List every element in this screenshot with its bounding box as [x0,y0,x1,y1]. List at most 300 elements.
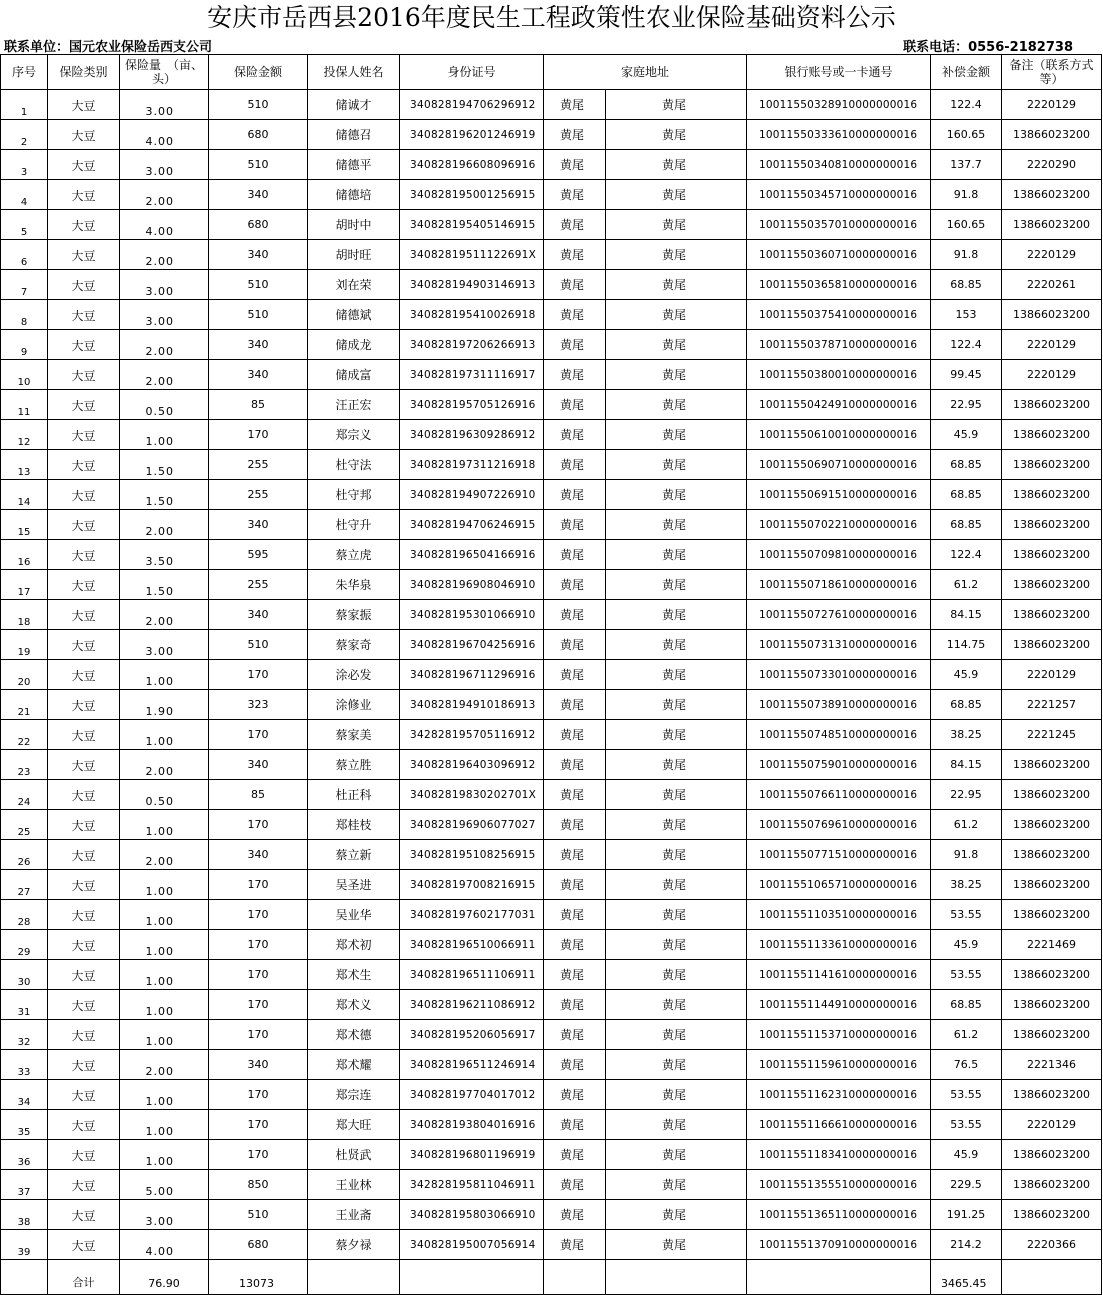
cell-bank-account: 10011550731310000000016 [747,630,931,660]
cell-compensation: 160.65 [931,210,1002,240]
cell-bank-account: 10011551153710000000016 [747,1020,931,1050]
cell-bank-account: 10011550718610000000016 [747,570,931,600]
cell-name: 储德斌 [308,300,400,330]
cell-compensation: 45.9 [931,660,1002,690]
header-seq: 序号 [1,55,48,90]
cell-qty: 5.00 [120,1170,209,1200]
table-row [1,180,1102,210]
cell-address-village: 黄尾 [544,750,606,780]
cell-id: 342828195811046911 [400,1170,544,1200]
cell-bank-account: 10011550766110000000016 [747,780,931,810]
cell-qty: 2.00 [120,750,209,780]
cell-compensation: 68.85 [931,510,1002,540]
cell-qty: 1.00 [120,930,209,960]
cell-type: 大豆 [48,360,120,390]
cell-compensation: 214.2 [931,1230,1002,1260]
cell-note: 13866023200 [1002,750,1102,780]
cell-name: 蔡家振 [308,600,400,630]
cell-qty: 1.00 [120,660,209,690]
cell-qty: 2.00 [120,360,209,390]
table-row [1,150,1102,180]
cell-compensation: 53.55 [931,960,1002,990]
cell-type: 大豆 [48,180,120,210]
cell-qty: 1.00 [120,960,209,990]
cell-note: 13866023200 [1002,990,1102,1020]
cell-address-group: 黄尾 [606,480,747,510]
insurance-table [0,54,1102,1295]
cell-seq: 15 [1,510,48,540]
cell-id: 340828194706246915 [400,510,544,540]
cell-bank-account: 10011551166610000000016 [747,1110,931,1140]
cell-seq: 5 [1,210,48,240]
cell-seq: 26 [1,840,48,870]
cell-bank-account: 10011550378710000000016 [747,330,931,360]
totals-empty-id [400,1260,544,1295]
cell-name: 郑宗连 [308,1080,400,1110]
cell-compensation: 99.45 [931,360,1002,390]
cell-id: 340828197704017012 [400,1080,544,1110]
cell-id: 340828196711296916 [400,660,544,690]
cell-name: 吴圣进 [308,870,400,900]
cell-bank-account: 10011550380010000000016 [747,360,931,390]
cell-id: 340828196801196919 [400,1140,544,1170]
cell-amount: 680 [209,120,308,150]
cell-amount: 170 [209,960,308,990]
cell-seq: 2 [1,120,48,150]
cell-amount: 170 [209,720,308,750]
cell-address-village: 黄尾 [544,630,606,660]
cell-amount: 170 [209,900,308,930]
table-row [1,480,1102,510]
cell-name: 储德召 [308,120,400,150]
table-row [1,1230,1102,1260]
cell-type: 大豆 [48,450,120,480]
cell-name: 王业林 [308,1170,400,1200]
cell-seq: 29 [1,930,48,960]
cell-note: 13866023200 [1002,300,1102,330]
table-row [1,330,1102,360]
cell-address-group: 黄尾 [606,120,747,150]
cell-address-group: 黄尾 [606,330,747,360]
cell-compensation: 45.9 [931,420,1002,450]
cell-seq: 22 [1,720,48,750]
cell-type: 大豆 [48,210,120,240]
cell-amount: 340 [209,600,308,630]
cell-qty: 3.50 [120,540,209,570]
table-header-row [1,55,1102,90]
cell-type: 大豆 [48,930,120,960]
cell-seq: 12 [1,420,48,450]
cell-id: 340828194907226910 [400,480,544,510]
cell-note: 13866023200 [1002,480,1102,510]
cell-qty: 1.00 [120,990,209,1020]
cell-type: 大豆 [48,90,120,120]
cell-bank-account: 10011551365110000000016 [747,1200,931,1230]
cell-compensation: 45.9 [931,1140,1002,1170]
cell-id: 342828195705116912 [400,720,544,750]
cell-note: 13866023200 [1002,210,1102,240]
cell-qty: 1.00 [120,1080,209,1110]
cell-name: 蔡夕禄 [308,1230,400,1260]
cell-seq: 31 [1,990,48,1020]
cell-compensation: 122.4 [931,540,1002,570]
cell-name: 储诚才 [308,90,400,120]
cell-qty: 3.00 [120,1200,209,1230]
cell-name: 蔡立虎 [308,540,400,570]
cell-id: 34082819830202701X [400,780,544,810]
cell-id: 340828197602177031 [400,900,544,930]
header-type: 保险类别 [48,55,120,90]
cell-qty: 2.00 [120,510,209,540]
cell-amount: 595 [209,540,308,570]
totals-empty-seq [1,1260,48,1295]
cell-seq: 14 [1,480,48,510]
cell-address-group: 黄尾 [606,720,747,750]
cell-name: 杜守邦 [308,480,400,510]
cell-seq: 24 [1,780,48,810]
totals-comp: 3465.45 [931,1260,1002,1295]
cell-address-village: 黄尾 [544,1020,606,1050]
cell-seq: 6 [1,240,48,270]
cell-address-village: 黄尾 [544,840,606,870]
cell-bank-account: 10011550709810000000016 [747,540,931,570]
cell-address-group: 黄尾 [606,390,747,420]
cell-amount: 170 [209,1110,308,1140]
cell-bank-account: 10011550340810000000016 [747,150,931,180]
cell-address-group: 黄尾 [606,270,747,300]
cell-id: 340828196211086912 [400,990,544,1020]
cell-amount: 255 [209,450,308,480]
totals-empty-addr2 [606,1260,747,1295]
cell-address-village: 黄尾 [544,1110,606,1140]
cell-type: 大豆 [48,570,120,600]
cell-amount: 510 [209,300,308,330]
cell-id: 340828196510066911 [400,930,544,960]
cell-compensation: 122.4 [931,330,1002,360]
cell-type: 大豆 [48,1170,120,1200]
cell-address-group: 黄尾 [606,780,747,810]
cell-address-group: 黄尾 [606,1080,747,1110]
cell-address-group: 黄尾 [606,450,747,480]
cell-type: 大豆 [48,1140,120,1170]
cell-address-group: 黄尾 [606,1170,747,1200]
cell-address-village: 黄尾 [544,510,606,540]
cell-seq: 38 [1,1200,48,1230]
cell-seq: 8 [1,300,48,330]
cell-compensation: 61.2 [931,570,1002,600]
table-row [1,810,1102,840]
cell-compensation: 68.85 [931,270,1002,300]
table-row [1,870,1102,900]
cell-amount: 170 [209,420,308,450]
table-body [1,90,1102,1260]
cell-address-village: 黄尾 [544,270,606,300]
cell-address-village: 黄尾 [544,390,606,420]
cell-address-village: 黄尾 [544,180,606,210]
cell-type: 大豆 [48,960,120,990]
cell-address-village: 黄尾 [544,210,606,240]
cell-seq: 32 [1,1020,48,1050]
cell-address-group: 黄尾 [606,840,747,870]
cell-address-village: 黄尾 [544,990,606,1020]
cell-compensation: 53.55 [931,900,1002,930]
cell-amount: 170 [209,990,308,1020]
cell-id: 340828196704256916 [400,630,544,660]
cell-qty: 1.00 [120,1020,209,1050]
cell-type: 大豆 [48,1020,120,1050]
cell-amount: 170 [209,870,308,900]
cell-qty: 2.00 [120,240,209,270]
cell-amount: 680 [209,210,308,240]
cell-note: 2220129 [1002,240,1102,270]
cell-qty: 1.50 [120,450,209,480]
table-row [1,930,1102,960]
header-qty: 保险量 （亩、头） [120,55,209,90]
cell-bank-account: 10011550733010000000016 [747,660,931,690]
cell-compensation: 160.65 [931,120,1002,150]
cell-bank-account: 10011550328910000000016 [747,90,931,120]
cell-name: 杜守升 [308,510,400,540]
cell-seq: 18 [1,600,48,630]
cell-bank-account: 10011551355510000000016 [747,1170,931,1200]
cell-name: 蔡家奇 [308,630,400,660]
cell-name: 吴业华 [308,900,400,930]
cell-address-group: 黄尾 [606,1110,747,1140]
cell-id: 340828195108256915 [400,840,544,870]
cell-id: 340828196504166916 [400,540,544,570]
cell-address-village: 黄尾 [544,330,606,360]
cell-amount: 323 [209,690,308,720]
cell-bank-account: 10011550333610000000016 [747,120,931,150]
cell-type: 大豆 [48,1050,120,1080]
cell-compensation: 84.15 [931,600,1002,630]
table-row [1,1200,1102,1230]
cell-bank-account: 10011550691510000000016 [747,480,931,510]
cell-compensation: 91.8 [931,840,1002,870]
cell-address-group: 黄尾 [606,1230,747,1260]
cell-bank-account: 10011550375410000000016 [747,300,931,330]
cell-bank-account: 10011550727610000000016 [747,600,931,630]
cell-address-group: 黄尾 [606,870,747,900]
cell-qty: 2.00 [120,180,209,210]
cell-compensation: 22.95 [931,780,1002,810]
cell-name: 储德培 [308,180,400,210]
cell-note: 13866023200 [1002,1170,1102,1200]
cell-address-group: 黄尾 [606,1050,747,1080]
cell-id: 340828196511246914 [400,1050,544,1080]
cell-note: 2221257 [1002,690,1102,720]
cell-id: 340828195803066910 [400,1200,544,1230]
cell-name: 朱华泉 [308,570,400,600]
cell-compensation: 53.55 [931,1110,1002,1140]
cell-seq: 13 [1,450,48,480]
cell-seq: 10 [1,360,48,390]
cell-id: 340828195410026918 [400,300,544,330]
cell-type: 大豆 [48,1200,120,1230]
cell-bank-account: 10011550769610000000016 [747,810,931,840]
cell-type: 大豆 [48,1080,120,1110]
cell-qty: 2.00 [120,600,209,630]
table-row [1,600,1102,630]
cell-seq: 33 [1,1050,48,1080]
cell-type: 大豆 [48,630,120,660]
cell-address-group: 黄尾 [606,570,747,600]
cell-id: 340828196608096916 [400,150,544,180]
cell-name: 涂必发 [308,660,400,690]
cell-address-group: 黄尾 [606,900,747,930]
cell-compensation: 114.75 [931,630,1002,660]
table-row [1,750,1102,780]
cell-type: 大豆 [48,240,120,270]
cell-qty: 3.00 [120,150,209,180]
cell-amount: 255 [209,570,308,600]
cell-note: 13866023200 [1002,180,1102,210]
cell-type: 大豆 [48,270,120,300]
cell-qty: 2.00 [120,840,209,870]
table-row [1,1140,1102,1170]
cell-type: 大豆 [48,750,120,780]
cell-bank-account: 10011550424910000000016 [747,390,931,420]
cell-id: 340828197311116917 [400,360,544,390]
cell-name: 储德平 [308,150,400,180]
cell-seq: 23 [1,750,48,780]
cell-note: 13866023200 [1002,900,1102,930]
table-row [1,390,1102,420]
cell-compensation: 61.2 [931,810,1002,840]
cell-compensation: 38.25 [931,870,1002,900]
cell-qty: 1.00 [120,1110,209,1140]
cell-compensation: 84.15 [931,750,1002,780]
cell-address-village: 黄尾 [544,90,606,120]
cell-seq: 35 [1,1110,48,1140]
cell-address-village: 黄尾 [544,420,606,450]
cell-seq: 17 [1,570,48,600]
table-row [1,210,1102,240]
cell-id: 34082819511122691X [400,240,544,270]
cell-note: 13866023200 [1002,1080,1102,1110]
table-row [1,450,1102,480]
cell-name: 储成富 [308,360,400,390]
cell-amount: 510 [209,90,308,120]
cell-address-group: 黄尾 [606,750,747,780]
cell-name: 杜贤武 [308,1140,400,1170]
cell-id: 340828195001256915 [400,180,544,210]
cell-bank-account: 10011550345710000000016 [747,180,931,210]
cell-note: 2221245 [1002,720,1102,750]
table-row [1,540,1102,570]
cell-address-village: 黄尾 [544,930,606,960]
cell-amount: 340 [209,510,308,540]
cell-note: 13866023200 [1002,1020,1102,1050]
cell-type: 大豆 [48,510,120,540]
cell-name: 储成龙 [308,330,400,360]
cell-seq: 30 [1,960,48,990]
cell-seq: 7 [1,270,48,300]
cell-address-group: 黄尾 [606,360,747,390]
cell-note: 2220129 [1002,1110,1102,1140]
cell-name: 郑宗义 [308,420,400,450]
cell-qty: 3.00 [120,630,209,660]
totals-empty-name [308,1260,400,1295]
cell-note: 2221469 [1002,930,1102,960]
cell-address-village: 黄尾 [544,1050,606,1080]
cell-seq: 36 [1,1140,48,1170]
header-address: 家庭地址 [544,55,747,90]
cell-seq: 9 [1,330,48,360]
cell-note: 2220129 [1002,330,1102,360]
table-row [1,420,1102,450]
cell-type: 大豆 [48,810,120,840]
cell-amount: 340 [209,240,308,270]
table-row [1,90,1102,120]
totals-empty-addr1 [544,1260,606,1295]
cell-qty: 4.00 [120,1230,209,1260]
cell-address-group: 黄尾 [606,1140,747,1170]
cell-type: 大豆 [48,690,120,720]
cell-name: 郑术德 [308,1020,400,1050]
page-title: 安庆市岳西县2016年度民生工程政策性农业保险基础资料公示 [207,3,896,32]
cell-qty: 2.00 [120,330,209,360]
cell-seq: 1 [1,90,48,120]
cell-address-group: 黄尾 [606,420,747,450]
cell-name: 郑术义 [308,990,400,1020]
table-row [1,780,1102,810]
cell-note: 2220366 [1002,1230,1102,1260]
cell-qty: 0.50 [120,780,209,810]
cell-amount: 170 [209,810,308,840]
cell-address-village: 黄尾 [544,780,606,810]
cell-type: 大豆 [48,330,120,360]
cell-address-village: 黄尾 [544,810,606,840]
cell-id: 340828196908046910 [400,570,544,600]
cell-compensation: 38.25 [931,720,1002,750]
cell-seq: 11 [1,390,48,420]
table-row [1,630,1102,660]
cell-note: 2220129 [1002,90,1102,120]
cell-name: 杜守法 [308,450,400,480]
totals-empty-bank [747,1260,931,1295]
cell-name: 郑术初 [308,930,400,960]
cell-address-village: 黄尾 [544,300,606,330]
cell-bank-account: 10011551144910000000016 [747,990,931,1020]
cell-name: 杜正科 [308,780,400,810]
cell-amount: 170 [209,1140,308,1170]
cell-compensation: 153 [931,300,1002,330]
cell-id: 340828196201246919 [400,120,544,150]
cell-bank-account: 10011551162310000000016 [747,1080,931,1110]
cell-bank-account: 10011550365810000000016 [747,270,931,300]
cell-id: 340828196511106911 [400,960,544,990]
cell-address-village: 黄尾 [544,480,606,510]
cell-amount: 170 [209,930,308,960]
header-bank: 银行账号或一卡通号 [747,55,931,90]
cell-bank-account: 10011550759010000000016 [747,750,931,780]
cell-bank-account: 10011550748510000000016 [747,720,931,750]
cell-qty: 4.00 [120,120,209,150]
cell-name: 王业斋 [308,1200,400,1230]
table-row [1,300,1102,330]
table-row [1,1050,1102,1080]
cell-bank-account: 10011550610010000000016 [747,420,931,450]
table-row [1,690,1102,720]
cell-amount: 255 [209,480,308,510]
cell-compensation: 68.85 [931,690,1002,720]
cell-amount: 340 [209,360,308,390]
cell-id: 340828197206266913 [400,330,544,360]
table-row [1,1170,1102,1200]
cell-amount: 510 [209,1200,308,1230]
cell-id: 340828196906077027 [400,810,544,840]
